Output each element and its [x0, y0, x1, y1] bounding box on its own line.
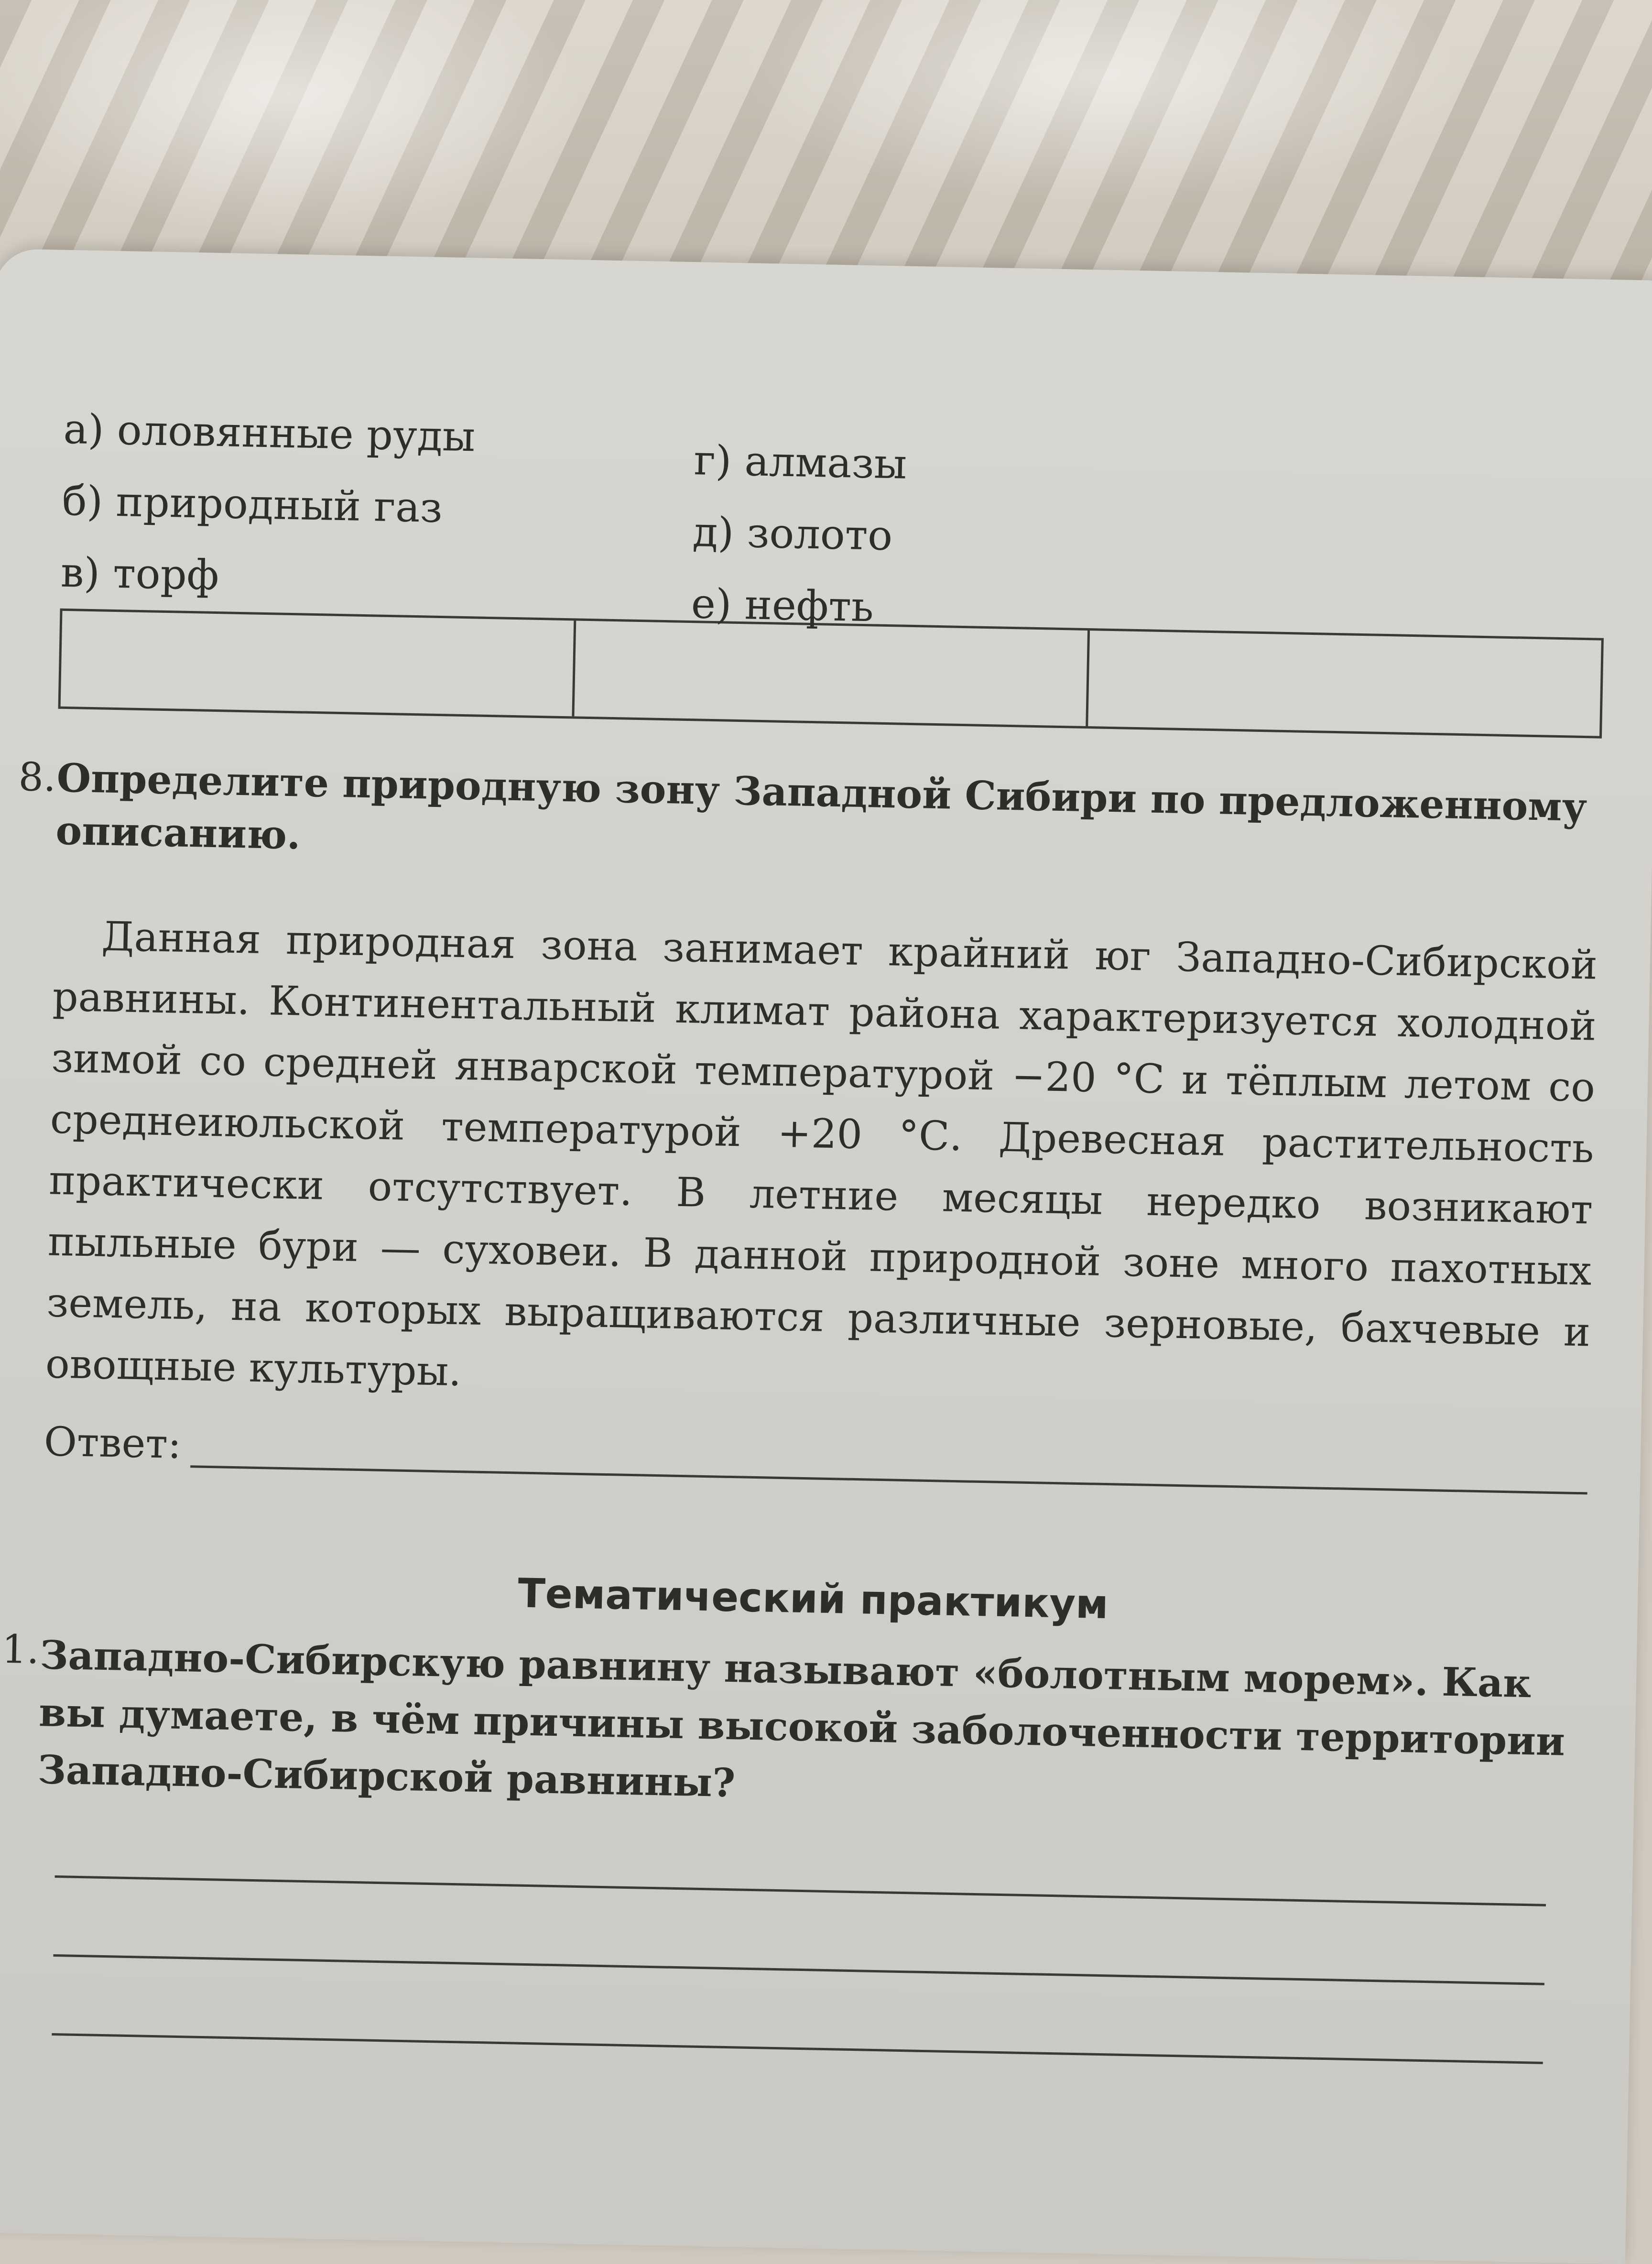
page-content	[1, 393, 1608, 2065]
option-e: е) нефть	[691, 580, 874, 631]
option-a: а) оловянные руды	[63, 405, 476, 461]
question-1	[1, 1626, 1584, 1828]
options-left-column	[60, 393, 476, 616]
zone-description: Данная природная зона занимает крайний юг Западно-Сибирской равнины. Континентальный климат района характеризуется холодной зимой со средней январской температурой −20 °С и тёплым летом со среднеиюльской температурой +20 °С. Древесная растительность практически отсутствует. В летние месяцы нередко возникают пыльные бури — суховеи. В данной природной зоне много пахотных земель, на которых выращиваются различные зерновые, бахчевые и овощные культуры.	[45, 913, 1598, 1395]
question-8	[18, 752, 1601, 887]
answer-cell-1[interactable]	[61, 611, 576, 717]
answer-cell-3[interactable]	[1088, 631, 1601, 736]
question-number: 1.	[1, 1626, 40, 1673]
options-right-column	[691, 424, 908, 643]
section-title: Тематический практикум	[517, 1569, 1109, 1628]
question-text: Западно-Сибирскую равнину называют «болотным морем». Как вы думаете, в чём причины высокой заболоченности территории Западно-Сибирской равнины?	[37, 1632, 1565, 1807]
option-d: д) золото	[692, 508, 893, 560]
option-v: в) торф	[60, 548, 219, 600]
answer-options	[60, 393, 1608, 629]
question-text: Определите природную зону Западной Сибири по предложенному описанию.	[55, 755, 1587, 859]
answer-row	[43, 1418, 1588, 1494]
question-number: 8.	[18, 754, 56, 801]
option-g: г) алмазы	[693, 436, 908, 489]
option-b: б) природный газ	[61, 477, 443, 533]
answer-line[interactable]	[190, 1427, 1588, 1494]
workbook-page	[0, 249, 1652, 2264]
answer-label: Ответ:	[43, 1418, 182, 1468]
